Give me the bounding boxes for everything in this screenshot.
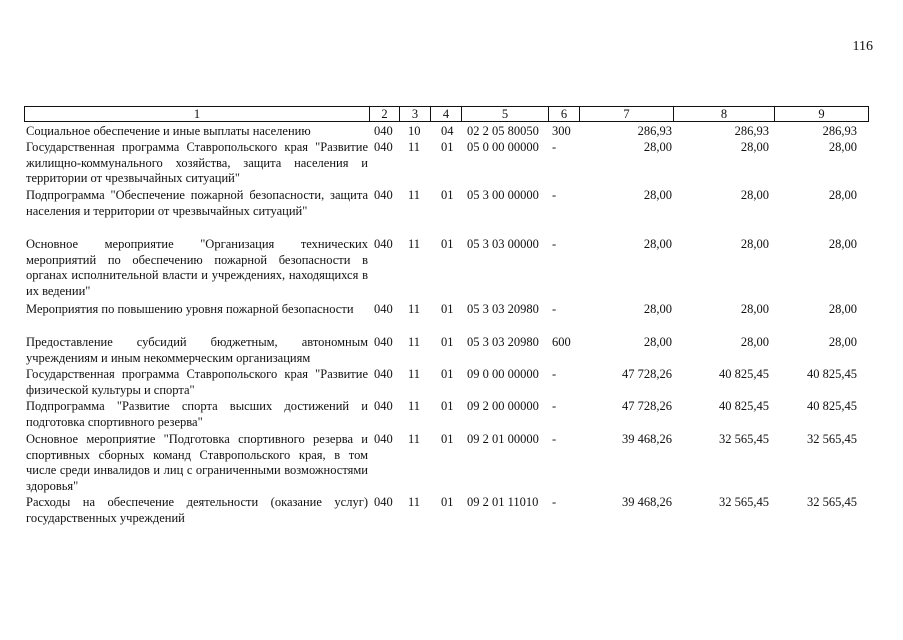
row-c8: 28,00	[740, 188, 769, 202]
row-c8: 28,00	[740, 140, 769, 154]
header-col-3: 3	[400, 107, 431, 121]
row-c6: -	[552, 302, 557, 316]
row-c4: 01	[441, 335, 454, 349]
row-c6: -	[552, 399, 557, 413]
row-c4: 01	[441, 399, 454, 413]
row-c7: 28,00	[643, 188, 672, 202]
row-c5: 09 2 01 11010	[467, 495, 539, 509]
row-c4: 01	[441, 495, 454, 509]
header-col-6: 6	[549, 107, 580, 121]
row-c5: 05 3 00 00000	[467, 188, 539, 202]
row-c7: 47 728,26	[622, 399, 672, 413]
row-c8: 286,93	[734, 124, 769, 138]
row-c6: 300	[552, 124, 571, 138]
row-name: Государственная программа Ставропольского края "Развитие жилищно-коммунального хозяйства, защита населения и территории от чрезвычайных ситуаций"	[26, 140, 368, 186]
row-c2: 040	[374, 495, 393, 509]
row-c8: 40 825,45	[719, 399, 769, 413]
row-c6: -	[552, 188, 557, 202]
row-name: Основное мероприятие "Организация технических мероприятий по обеспечению пожарной безопасности в органах исполнительной власти и учреждениях, находящихся в их ведении"	[26, 237, 368, 298]
row-c8: 32 565,45	[719, 432, 769, 446]
row-c3: 11	[408, 302, 421, 316]
row-c3: 11	[408, 495, 421, 509]
row-c2: 040	[374, 188, 393, 202]
row-c6: -	[552, 367, 557, 381]
row-c4: 01	[441, 188, 454, 202]
row-c3: 11	[408, 140, 421, 154]
row-c6: -	[552, 495, 557, 509]
row-c2: 040	[374, 367, 393, 381]
row-c7: 28,00	[643, 237, 672, 251]
row-c9: 40 825,45	[807, 367, 857, 381]
row-c8: 28,00	[740, 335, 769, 349]
row-c7: 28,00	[643, 302, 672, 316]
header-col-2: 2	[370, 107, 400, 121]
row-c8: 32 565,45	[719, 495, 769, 509]
row-c5: 05 0 00 00000	[467, 140, 539, 154]
row-c5: 09 2 01 00000	[467, 432, 539, 446]
row-c2: 040	[374, 237, 393, 251]
row-name: Подпрограмма "Развитие спорта высших достижений и подготовка спортивного резерва"	[26, 399, 368, 429]
row-c9: 32 565,45	[807, 495, 857, 509]
row-c7: 47 728,26	[622, 367, 672, 381]
row-c9: 28,00	[828, 237, 857, 251]
row-name: Мероприятия по повышению уровня пожарной безопасности	[26, 302, 354, 316]
header-col-9: 9	[818, 107, 825, 121]
row-name: Государственная программа Ставропольского края "Развитие физической культуры и спорта"	[26, 367, 368, 397]
row-c9: 286,93	[822, 124, 857, 138]
row-c5: 09 2 00 00000	[467, 399, 539, 413]
row-c8: 40 825,45	[719, 367, 769, 381]
row-c2: 040	[374, 432, 393, 446]
row-c4: 01	[441, 140, 454, 154]
row-name: Основное мероприятие "Подготовка спортивного резерва и спортивных сборных команд Ставропольского края, в том числе среди инвалидов и лиц с ограниченными возможностями здоровья"	[26, 432, 368, 493]
row-c7: 39 468,26	[622, 432, 672, 446]
row-name: Предоставление субсидий бюджетным, автономным учреждениям и иным некоммерческим организациям	[26, 335, 368, 365]
header-col-8: 8	[674, 107, 775, 121]
row-c6: -	[552, 140, 557, 154]
header-col-1: 1	[25, 107, 370, 121]
row-c3: 11	[408, 367, 421, 381]
row-name: Социальное обеспечение и иные выплаты населению	[26, 124, 311, 138]
row-c6: -	[552, 432, 557, 446]
row-c9: 28,00	[828, 140, 857, 154]
row-name: Расходы на обеспечение деятельности (оказание услуг) государственных учреждений	[26, 495, 368, 525]
row-c4: 01	[441, 367, 454, 381]
page-number: 116	[852, 39, 873, 54]
row-c7: 39 468,26	[622, 495, 672, 509]
row-c8: 28,00	[740, 237, 769, 251]
row-c4: 01	[441, 432, 454, 446]
row-c9: 28,00	[828, 335, 857, 349]
row-c4: 04	[441, 124, 454, 138]
row-c6: -	[552, 237, 557, 251]
row-c9: 40 825,45	[807, 399, 857, 413]
row-c7: 28,00	[643, 335, 672, 349]
row-c2: 040	[374, 140, 393, 154]
header-col-5: 5	[462, 107, 549, 121]
row-c7: 28,00	[643, 140, 672, 154]
row-c5: 05 3 03 00000	[467, 237, 539, 251]
row-c4: 01	[441, 237, 454, 251]
row-c3: 11	[408, 188, 421, 202]
row-c2: 040	[374, 302, 393, 316]
header-col-7: 7	[580, 107, 674, 121]
row-c2: 040	[374, 124, 393, 138]
row-c5: 05 3 03 20980	[467, 335, 539, 349]
row-c5: 02 2 05 80050	[467, 124, 539, 138]
row-c2: 040	[374, 335, 393, 349]
row-c3: 11	[408, 399, 421, 413]
row-c8: 28,00	[740, 302, 769, 316]
table-header	[24, 106, 869, 122]
row-c5: 09 0 00 00000	[467, 367, 539, 381]
row-c7: 286,93	[637, 124, 672, 138]
row-c3: 11	[408, 237, 421, 251]
row-c3: 10	[408, 124, 421, 138]
row-c5: 05 3 03 20980	[467, 302, 539, 316]
row-c9: 28,00	[828, 188, 857, 202]
row-c3: 11	[408, 432, 421, 446]
row-c9: 28,00	[828, 302, 857, 316]
row-c9: 32 565,45	[807, 432, 857, 446]
row-c3: 11	[408, 335, 421, 349]
row-c6: 600	[552, 335, 571, 349]
header-col-4: 4	[431, 107, 462, 121]
row-name: Подпрограмма "Обеспечение пожарной безопасности, защита населения и территории от чрезвычайных ситуаций"	[26, 188, 368, 218]
row-c4: 01	[441, 302, 454, 316]
row-c2: 040	[374, 399, 393, 413]
